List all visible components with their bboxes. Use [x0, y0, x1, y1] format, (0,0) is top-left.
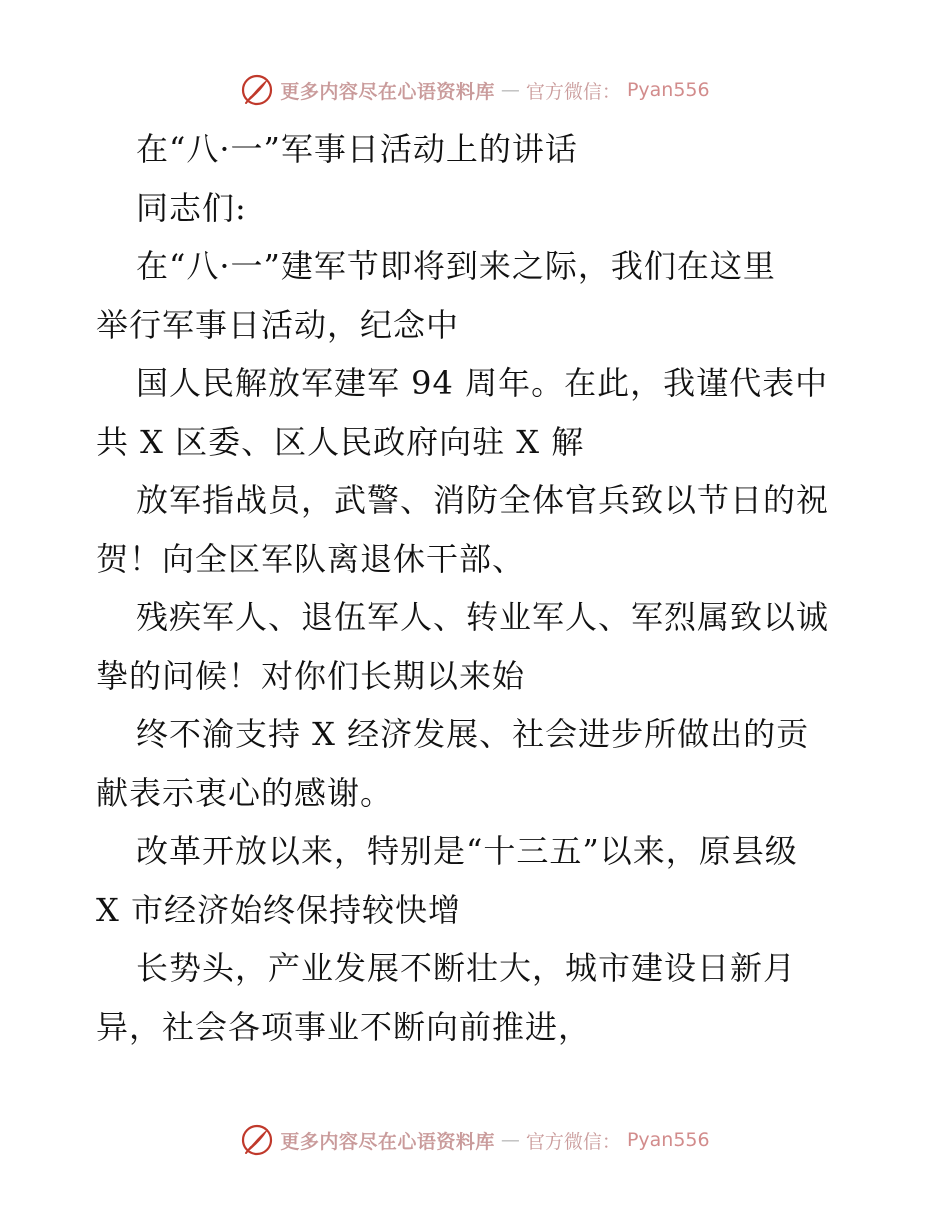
watermark-site-name: 更多内容尽在心语资料库 — [280, 80, 495, 103]
watermark-wechat-id: Pyan556 — [626, 1129, 710, 1151]
watermark-separator: — — [500, 1129, 520, 1151]
paragraph-line: 献表示衷心的感谢。 — [96, 773, 394, 812]
paragraph-line: 改革开放以来，特别是“十三五”以来，原县级 — [136, 832, 798, 870]
paragraph-line: 长势头，产业发展不断壮大，城市建设日新月 — [136, 949, 797, 987]
paragraph-line: X 市经济始终保持较快增 — [96, 890, 461, 929]
paragraph-line: 终不渝支持 X 经济发展、社会进步所做出的贡 — [136, 715, 810, 753]
paragraph-line: 贺！向全区军队离退休干部、 — [96, 539, 526, 578]
document-title: 在“八·一”军事日活动上的讲话 — [136, 130, 578, 168]
paragraph-line: 异，社会各项事业不断向前推进， — [96, 1007, 592, 1046]
watermark-wechat-label: 官方微信： — [525, 1130, 621, 1153]
header-watermark — [0, 70, 950, 110]
paragraph-line: 在“八·一”建军节即将到来之际，我们在这里 — [136, 247, 776, 285]
paragraph-line: 放军指战员，武警、消防全体官兵致以节日的祝 — [136, 481, 830, 519]
quill-logo-icon — [240, 73, 274, 107]
watermark-separator: — — [500, 79, 520, 101]
salutation: 同志们: — [136, 188, 247, 227]
watermark-wechat-label: 官方微信： — [525, 80, 621, 103]
watermark-wechat-id: Pyan556 — [626, 79, 710, 101]
paragraph-line: 挚的问候！对你们长期以来始 — [96, 656, 526, 695]
paragraph-line: 共 X 区委、区人民政府向驻 X 解 — [96, 422, 585, 461]
document-body — [96, 120, 856, 1056]
watermark-site-name: 更多内容尽在心语资料库 — [280, 1130, 495, 1153]
paragraph-line: 举行军事日活动，纪念中 — [96, 305, 460, 344]
footer-watermark — [0, 1120, 950, 1160]
paragraph-line: 残疾军人、退伍军人、转业军人、军烈属致以诚 — [136, 598, 830, 636]
paragraph-line: 国人民解放军建军 94 周年。在此，我谨代表中 — [136, 364, 829, 402]
quill-logo-icon — [240, 1123, 274, 1157]
